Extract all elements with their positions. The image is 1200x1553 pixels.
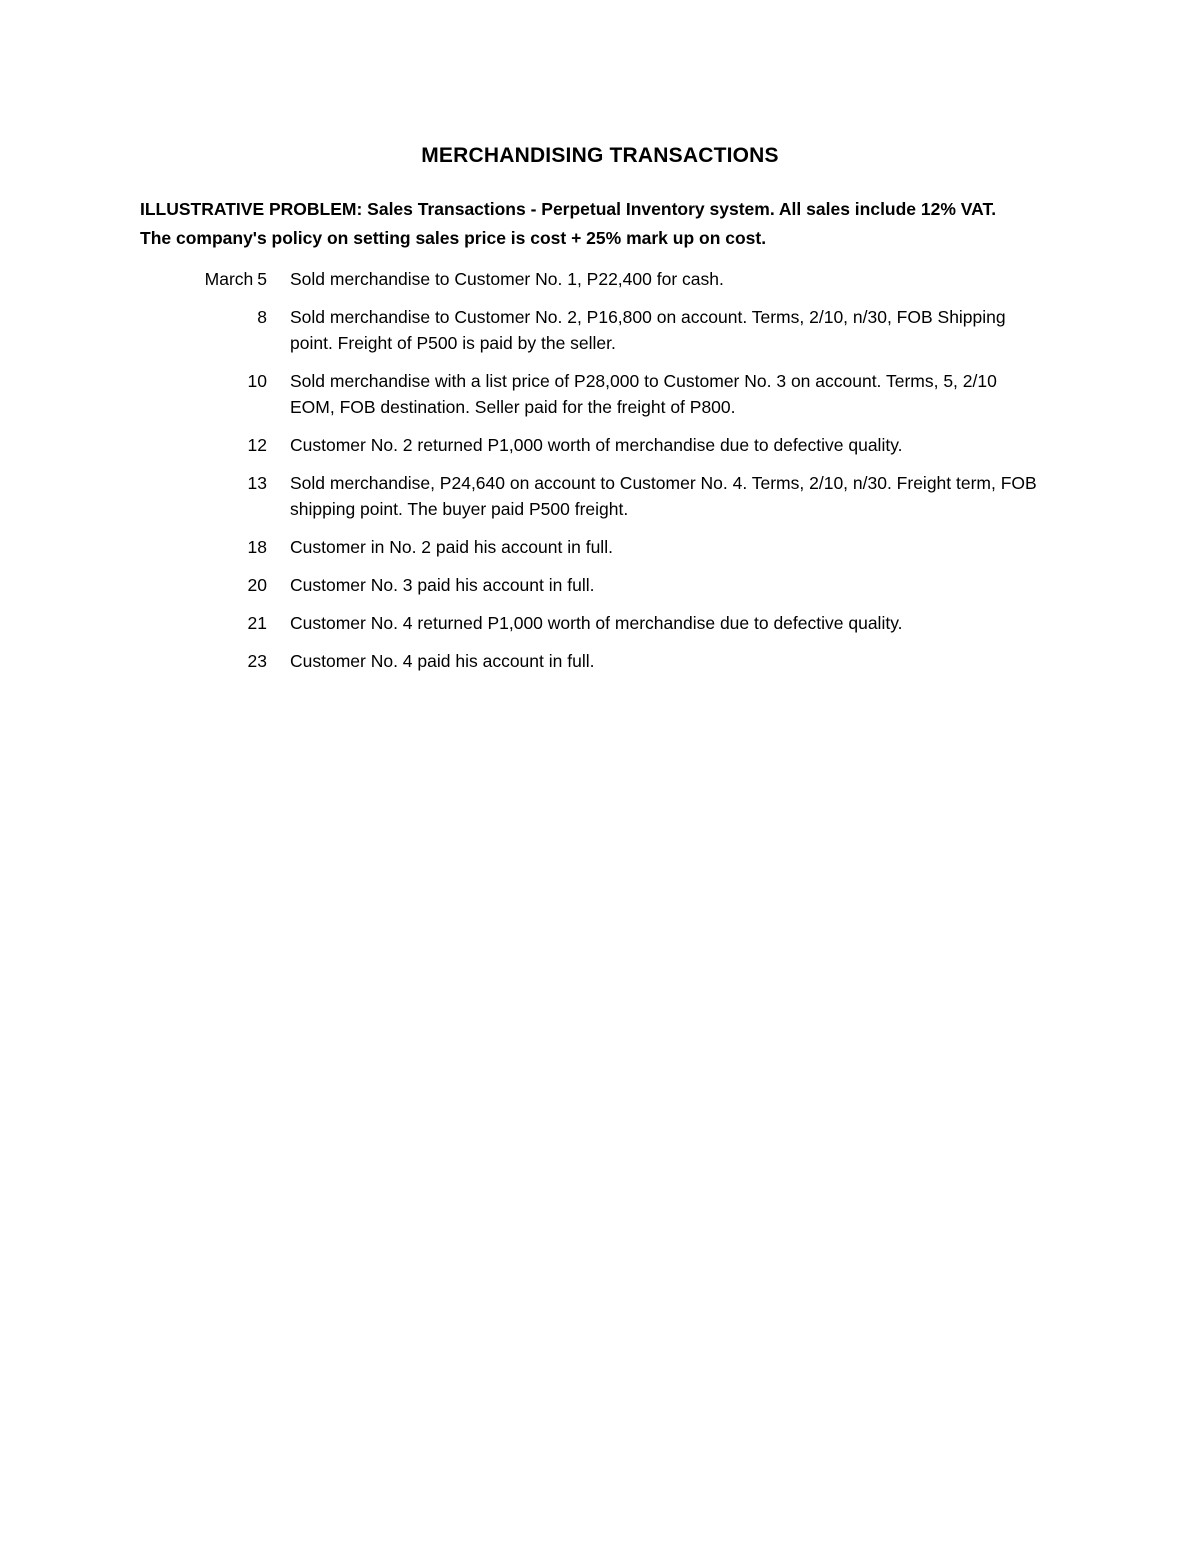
transaction-description: Sold merchandise to Customer No. 2, P16,800 on account. Terms, 2/10, n/30, FOB Shipping point. Freight of P500 is paid by the seller. (290, 307, 1006, 353)
transaction-description: Customer No. 4 paid his account in full. (290, 651, 595, 671)
transaction-day: 10 (247, 371, 267, 391)
transaction-description: Customer No. 2 returned P1,000 worth of merchandise due to defective quality. (290, 435, 903, 455)
intro-line-2: The company's policy on setting sales price is cost + 25% mark up on cost. (140, 228, 767, 248)
transaction-day: 12 (247, 435, 267, 455)
transaction-day: 21 (247, 613, 267, 633)
transaction-day: 5 (257, 269, 267, 289)
transaction-description: Sold merchandise to Customer No. 1, P22,400 for cash. (290, 269, 724, 289)
transaction-date (140, 266, 267, 292)
transaction-item (140, 470, 1070, 522)
transaction-item (140, 572, 1070, 598)
transaction-item (140, 368, 1070, 420)
transaction-description: Sold merchandise, P24,640 on account to Customer No. 4. Terms, 2/10, n/30. Freight term, FOB shipping point. The buyer paid P500 freight. (290, 473, 1037, 519)
problem-intro (140, 195, 1070, 253)
transaction-item (140, 534, 1070, 560)
intro-line-1: ILLUSTRATIVE PROBLEM: Sales Transactions - Perpetual Inventory system. All sales include 12% VAT. (140, 199, 997, 219)
transaction-description: Customer in No. 2 paid his account in full. (290, 537, 613, 557)
transaction-item (140, 266, 1070, 292)
transaction-day: 8 (257, 307, 267, 327)
document-title: MERCHANDISING TRANSACTIONS (421, 144, 779, 167)
transaction-day: 18 (247, 537, 267, 557)
transaction-month: March (204, 269, 254, 289)
transaction-day: 13 (247, 473, 267, 493)
transaction-item (140, 432, 1070, 458)
transaction-description: Customer No. 3 paid his account in full. (290, 575, 595, 595)
transaction-description: Customer No. 4 returned P1,000 worth of merchandise due to defective quality. (290, 613, 903, 633)
transaction-day: 23 (247, 651, 267, 671)
transaction-list (140, 266, 1070, 686)
transaction-day: 20 (247, 575, 267, 595)
transaction-item (140, 304, 1070, 356)
transaction-item (140, 648, 1070, 674)
transaction-item (140, 610, 1070, 636)
transaction-description: Sold merchandise with a list price of P28,000 to Customer No. 3 on account. Terms, 5, 2/10 EOM, FOB destination. Seller paid for the freight of P800. (290, 371, 997, 417)
